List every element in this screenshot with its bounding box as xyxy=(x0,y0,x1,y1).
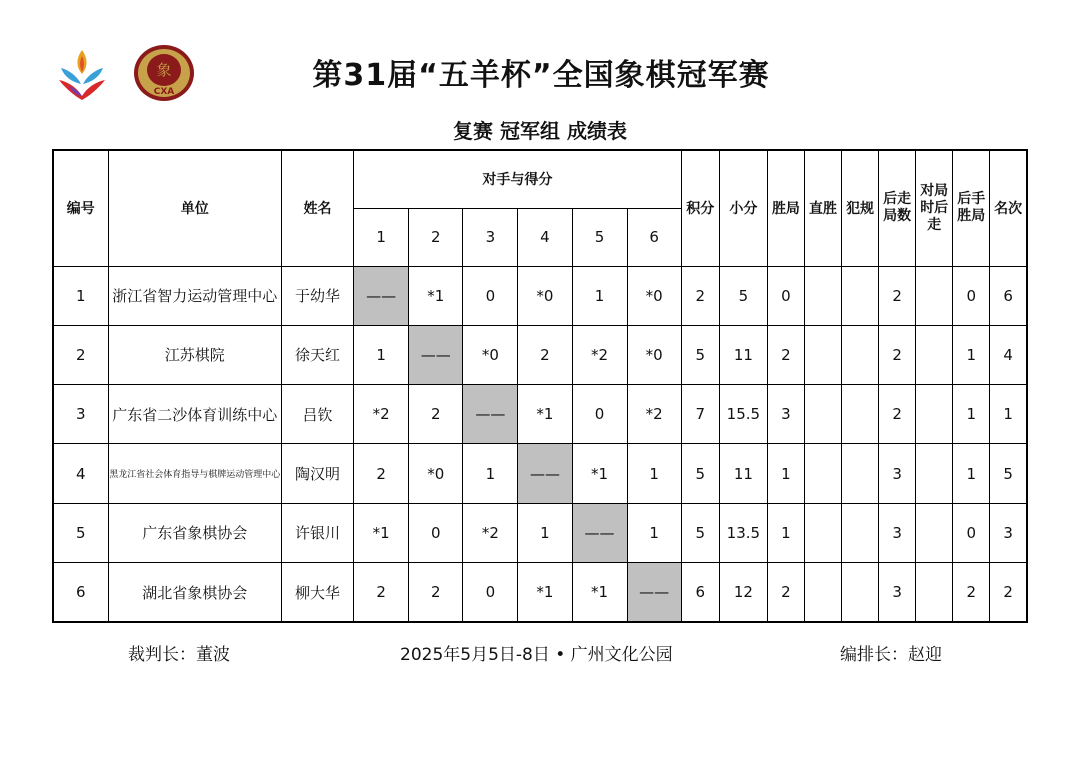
table-row xyxy=(53,266,1027,325)
row-tiebreak: 11 xyxy=(719,444,767,503)
score-cell: 1 xyxy=(354,325,409,384)
row-points: 5 xyxy=(681,444,719,503)
row-points: 6 xyxy=(681,563,719,622)
row-wins: 0 xyxy=(767,266,804,325)
row-unit: 浙江省智力运动管理中心 xyxy=(108,266,281,325)
row-fouls xyxy=(842,385,879,444)
row-unit: 广东省二沙体育训练中心 xyxy=(108,385,281,444)
row-second-wins: 0 xyxy=(953,266,990,325)
row-name: 许银川 xyxy=(281,503,353,562)
row-second-moves: 2 xyxy=(879,266,916,325)
opponent-number: 3 xyxy=(463,208,518,266)
row-wins: 3 xyxy=(767,385,804,444)
row-second-moves: 2 xyxy=(879,385,916,444)
row-name: 于幼华 xyxy=(281,266,353,325)
row-points: 2 xyxy=(681,266,719,325)
score-cell: *0 xyxy=(627,266,681,325)
score-cell-self: —— xyxy=(572,503,627,562)
row-fouls xyxy=(842,266,879,325)
score-cell: 0 xyxy=(572,385,627,444)
row-second-wins: 1 xyxy=(953,385,990,444)
header-direct: 直胜 xyxy=(804,150,841,266)
row-id: 5 xyxy=(53,503,108,562)
row-direct xyxy=(804,444,841,503)
svg-text:象: 象 xyxy=(156,61,172,79)
row-rank: 1 xyxy=(990,385,1027,444)
row-direct xyxy=(804,325,841,384)
header-fouls: 犯规 xyxy=(842,150,879,266)
score-cell: 1 xyxy=(627,444,681,503)
score-cell: 1 xyxy=(572,266,627,325)
table-row xyxy=(53,325,1027,384)
row-second-wins: 2 xyxy=(953,563,990,622)
score-cell: 0 xyxy=(463,563,518,622)
page-title: 第31届“五羊杯”全国象棋冠军赛 xyxy=(312,58,770,93)
row-direct xyxy=(804,503,841,562)
score-cell: 2 xyxy=(409,563,463,622)
row-rank: 3 xyxy=(990,503,1027,562)
opponent-number: 6 xyxy=(627,208,681,266)
score-cell: 0 xyxy=(409,503,463,562)
header-second-moves: 后走局数 xyxy=(879,150,916,266)
row-fouls xyxy=(842,444,879,503)
row-timeout-second xyxy=(916,444,953,503)
score-cell: *1 xyxy=(409,266,463,325)
score-cell-self: —— xyxy=(463,385,518,444)
score-cell-self: —— xyxy=(354,266,409,325)
score-cell: *1 xyxy=(572,563,627,622)
opponent-number: 2 xyxy=(409,208,463,266)
score-cell: *0 xyxy=(409,444,463,503)
table-row xyxy=(53,503,1027,562)
header-points: 积分 xyxy=(681,150,719,266)
row-tiebreak: 15.5 xyxy=(719,385,767,444)
score-cell: *0 xyxy=(518,266,572,325)
header-unit: 单位 xyxy=(108,150,281,266)
row-timeout-second xyxy=(916,266,953,325)
score-cell: *2 xyxy=(627,385,681,444)
row-second-wins: 1 xyxy=(953,444,990,503)
row-second-moves: 3 xyxy=(879,503,916,562)
row-wins: 2 xyxy=(767,325,804,384)
row-name: 陶汉明 xyxy=(281,444,353,503)
footer-arbiter: 编排长：赵迎 xyxy=(840,645,942,665)
score-cell: 2 xyxy=(354,444,409,503)
row-tiebreak: 5 xyxy=(719,266,767,325)
header-tiebreak: 小分 xyxy=(719,150,767,266)
footer-date-venue: 2025年5月5日-8日 • 广州文化公园 xyxy=(400,645,673,665)
row-timeout-second xyxy=(916,563,953,622)
opponent-number: 4 xyxy=(518,208,572,266)
page-subtitle: 复赛 冠军组 成绩表 xyxy=(453,119,627,143)
score-cell: *2 xyxy=(572,325,627,384)
row-direct xyxy=(804,563,841,622)
table-row xyxy=(53,385,1027,444)
row-name: 柳大华 xyxy=(281,563,353,622)
row-second-moves: 2 xyxy=(879,325,916,384)
score-cell: *0 xyxy=(627,325,681,384)
row-second-wins: 1 xyxy=(953,325,990,384)
opponent-number: 5 xyxy=(572,208,627,266)
score-cell: 1 xyxy=(518,503,572,562)
row-rank: 5 xyxy=(990,444,1027,503)
score-cell: 1 xyxy=(463,444,518,503)
score-cell: *1 xyxy=(572,444,627,503)
score-cell: *0 xyxy=(463,325,518,384)
row-direct xyxy=(804,266,841,325)
header-timeout-second: 对局时后走 xyxy=(916,150,953,266)
score-cell: 0 xyxy=(463,266,518,325)
score-cell: 2 xyxy=(518,325,572,384)
row-tiebreak: 13.5 xyxy=(719,503,767,562)
row-points: 7 xyxy=(681,385,719,444)
score-cell: *1 xyxy=(518,385,572,444)
row-wins: 2 xyxy=(767,563,804,622)
row-timeout-second xyxy=(916,325,953,384)
score-cell: *1 xyxy=(354,503,409,562)
score-cell: *2 xyxy=(354,385,409,444)
row-second-moves: 3 xyxy=(879,444,916,503)
header-second-wins: 后手胜局 xyxy=(953,150,990,266)
header-wins: 胜局 xyxy=(767,150,804,266)
row-tiebreak: 12 xyxy=(719,563,767,622)
row-id: 2 xyxy=(53,325,108,384)
score-cell: *2 xyxy=(463,503,518,562)
row-name: 吕钦 xyxy=(281,385,353,444)
score-cell: 2 xyxy=(409,385,463,444)
score-cell: 2 xyxy=(354,563,409,622)
header-opponents: 对手与得分 xyxy=(354,150,682,208)
opponent-number: 1 xyxy=(354,208,409,266)
row-timeout-second xyxy=(916,385,953,444)
row-unit: 广东省象棋协会 xyxy=(108,503,281,562)
row-fouls xyxy=(842,563,879,622)
header-rank: 名次 xyxy=(990,150,1027,266)
row-points: 5 xyxy=(681,325,719,384)
row-unit: 黑龙江省社会体育指导与棋牌运动管理中心 xyxy=(108,444,281,503)
row-wins: 1 xyxy=(767,444,804,503)
header-id: 编号 xyxy=(53,150,108,266)
row-second-wins: 0 xyxy=(953,503,990,562)
row-wins: 1 xyxy=(767,503,804,562)
row-name: 徐天红 xyxy=(281,325,353,384)
row-unit: 江苏棋院 xyxy=(108,325,281,384)
row-rank: 4 xyxy=(990,325,1027,384)
row-unit: 湖北省象棋协会 xyxy=(108,563,281,622)
row-timeout-second xyxy=(916,503,953,562)
footer-referee: 裁判长：董波 xyxy=(128,645,230,665)
table-row xyxy=(53,444,1027,503)
header-name: 姓名 xyxy=(281,150,353,266)
row-fouls xyxy=(842,503,879,562)
row-second-moves: 3 xyxy=(879,563,916,622)
row-id: 3 xyxy=(53,385,108,444)
table-row xyxy=(53,563,1027,622)
score-cell: *1 xyxy=(518,563,572,622)
row-id: 6 xyxy=(53,563,108,622)
row-fouls xyxy=(842,325,879,384)
row-rank: 2 xyxy=(990,563,1027,622)
row-points: 5 xyxy=(681,503,719,562)
logo-cxa-text: CXA xyxy=(153,87,175,97)
row-id: 4 xyxy=(53,444,108,503)
row-rank: 6 xyxy=(990,266,1027,325)
score-cell: 1 xyxy=(627,503,681,562)
row-id: 1 xyxy=(53,266,108,325)
row-direct xyxy=(804,385,841,444)
row-tiebreak: 11 xyxy=(719,325,767,384)
score-cell-self: —— xyxy=(518,444,572,503)
score-cell-self: —— xyxy=(409,325,463,384)
results-table xyxy=(52,149,1028,623)
score-cell-self: —— xyxy=(627,563,681,622)
